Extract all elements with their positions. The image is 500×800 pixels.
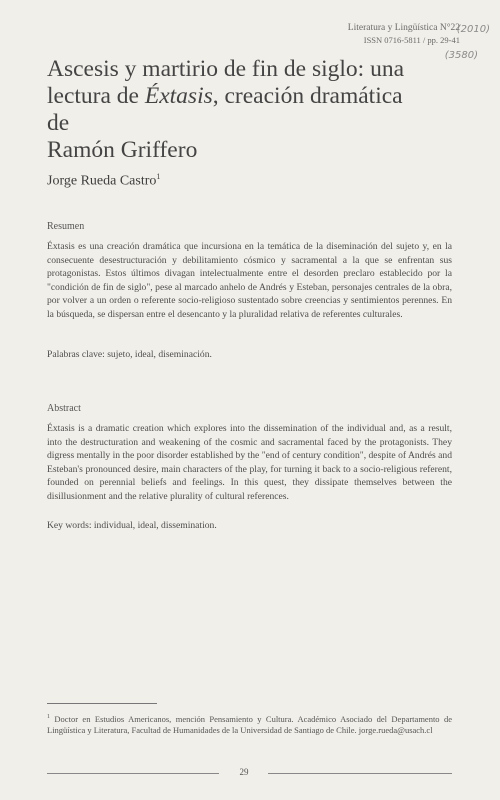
title-line-2-post: , creación dramática de xyxy=(47,83,403,136)
title-line-2-pre: lectura de xyxy=(47,83,145,109)
footnote-mark: 1 xyxy=(47,714,50,720)
title-line-1: Ascesis y martirio de fin de siglo: una xyxy=(47,56,404,82)
article-title xyxy=(47,56,427,164)
handwritten-year: (2010) xyxy=(456,24,490,35)
resumen-keywords: Palabras clave: sujeto, ideal, diseminación. xyxy=(47,349,212,360)
title-line-3: Ramón Griffero xyxy=(47,137,198,163)
title-line-2 xyxy=(47,83,427,137)
title-work-italic: Éxtasis xyxy=(144,83,213,109)
footnote xyxy=(47,712,452,737)
footnote-divider xyxy=(47,703,157,704)
page-rule-left xyxy=(47,773,219,774)
journal-name: Literatura y Lingüística N°22 xyxy=(347,23,460,33)
journal-issn-pages: ISSN 0716-5811 / pp. 29-41 xyxy=(363,35,460,45)
footnote-text: Doctor en Estudios Americanos, mención Pensamiento y Cultura. Académico Asociado del Departamento de Lingüística y Literatura, Facultad de Humanidades de la Universidad de Santiago de Chile. jorge.rueda@usach.cl xyxy=(47,713,452,736)
handwritten-code: (3580) xyxy=(444,50,478,61)
abstract-heading: Abstract xyxy=(47,403,81,414)
page-rule-right xyxy=(268,773,452,774)
abstract-text: Éxtasis is a dramatic creation which explores into the dissemination of the individual and, as a result, into the destructuration and weakening of the cosmic and sacramental faced by the protagonists. They digress mentally in the poor disorder established by the "end of century condition", despite of Andrés and Esteban's pronounced desire, main characters of the play, for turning it back to a socio-religious referent, founded on perennial beliefs and feelings. In this quest, they dissipate themselves between the disillusionment and the relative plurality of cultural references. xyxy=(47,423,452,502)
journal-header xyxy=(348,22,460,46)
author-footnote-mark: 1 xyxy=(156,172,161,181)
author-text: Jorge Rueda Castro xyxy=(47,173,157,189)
author-name xyxy=(47,172,160,190)
abstract-keywords: Key words: individual, ideal, dissemination. xyxy=(47,520,217,531)
resumen-text: Éxtasis es una creación dramática que incursiona en la temática de la diseminación del sujeto y, en la consecuente desestructuración y debilitamiento cósmico y sacramental a la que se enfrentan sus protagonistas. Estos últimos divagan intelectualmente entre el desorden preclaro establecido por la "condición de fin de siglo", pese al marcado anhelo de Andrés y Esteban, personajes centrales de la obra, por volver a un orden o referente socio-religioso sustentado sobre creencias y sentimientos perennes. En la búsqueda, se dispersan entre el desencanto y la pluralidad relativa de referentes culturales. xyxy=(47,241,452,320)
page-number: 29 xyxy=(239,767,249,777)
resumen-heading: Resumen xyxy=(47,221,85,232)
